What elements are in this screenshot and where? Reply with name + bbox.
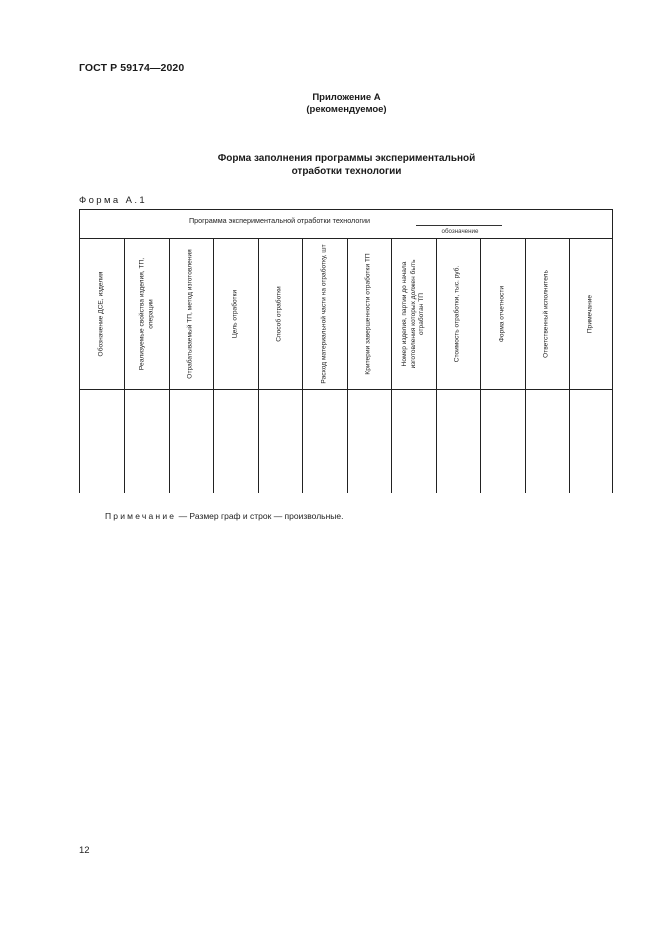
column-header [525, 239, 569, 389]
column-header-label: Форма отчетности [498, 285, 506, 343]
column-header-label: Примечание [586, 294, 594, 334]
document-code: ГОСТ Р 59174—2020 [79, 62, 185, 74]
column-header-label: Ответственный исполнитель [542, 270, 550, 358]
column-header [391, 239, 436, 389]
column-header [169, 239, 213, 389]
form-label: Форма А.1 [79, 195, 148, 206]
column-header [347, 239, 391, 389]
column-header [124, 239, 169, 389]
column-header [258, 239, 302, 389]
note-label: Примечание [105, 511, 177, 521]
column-header-label: Реализуемые свойства изделия, ТП, операции [137, 257, 154, 371]
column-header-label: Расход материальной части на отработку, шт [320, 244, 328, 384]
column-header-label: Цель отработки [231, 289, 239, 339]
designation-label: обозначение [441, 228, 479, 235]
appendix-subtitle: (рекомендуемое) [306, 104, 387, 115]
column-header [213, 239, 258, 389]
column-header-label: Номер изделия, партии до начала изготовления которых должен быть отработан ТП [400, 259, 425, 369]
column-header-label: Критерии завершенности отработки ТП [364, 253, 372, 375]
program-label: Программа экспериментальной отработки технологии [189, 216, 370, 225]
column-header-label: Отрабатываемый ТП, метод изготовления [186, 249, 194, 379]
column-header [569, 239, 612, 389]
column-header-label: Стоимость отработки, тыс. руб. [453, 265, 461, 363]
column-header [80, 239, 124, 389]
page-number: 12 [79, 845, 90, 856]
program-table [79, 209, 613, 493]
appendix-title: Приложение А [312, 92, 381, 103]
note-text: — Размер граф и строк — произвольные. [176, 511, 344, 521]
program-title-row [80, 210, 612, 239]
form-title-line-2: отработки технологии [291, 166, 402, 177]
column-header [302, 239, 347, 389]
form-title-line-1: Форма заполнения программы экспериментальной [217, 153, 476, 164]
column-header [480, 239, 525, 389]
designation-blank-line [416, 225, 502, 226]
column-header-label: Обозначение ДСЕ, изделия [97, 271, 105, 357]
table-note [105, 511, 344, 521]
column-header-label: Способ отработки [275, 286, 283, 342]
column-header [436, 239, 480, 389]
